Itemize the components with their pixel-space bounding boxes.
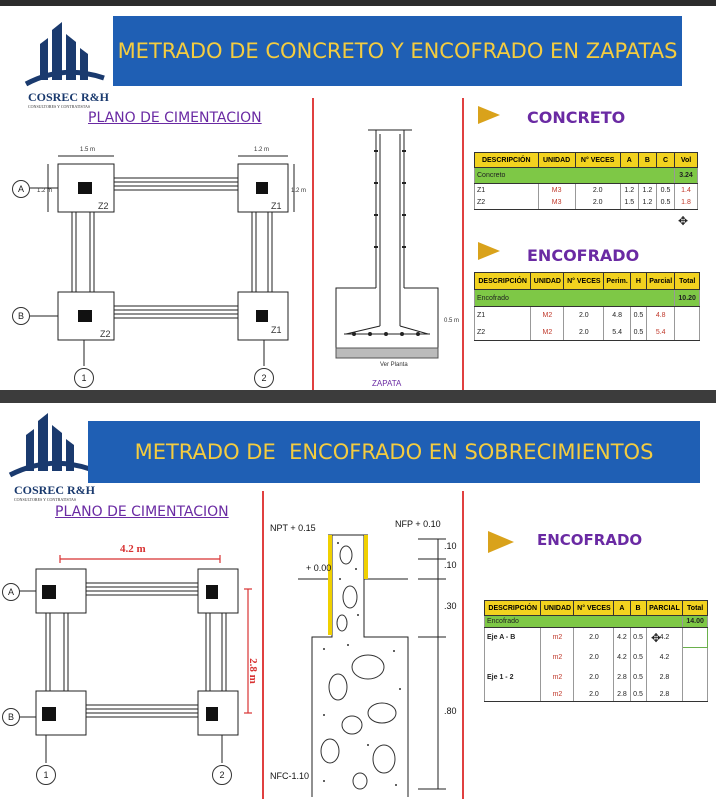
cell: 0.5 [630,668,646,688]
cursor-icon: ✥ [678,214,689,228]
cell[interactable] [683,628,708,648]
cell: 2.8 [646,688,683,702]
page-title: METRADO DE CONCRETO Y ENCOFRADO EN ZAPATAS [117,39,678,63]
cell: Z1 [475,307,531,325]
axis-bubble-col: 1 [36,765,56,785]
column-header: Parcial [647,273,675,290]
logo-subtitle: CONSULTORES Y CONTRATISTAS [14,497,77,502]
section-caption: ZAPATA [372,379,402,388]
cell: 0.5 [630,628,646,648]
dim-top-left: 1.5 m [80,147,96,153]
cell: 1.2 [638,197,656,210]
dim-right: 2.8 m [246,658,259,684]
cell [485,648,541,668]
column-header: A [614,601,630,616]
cell: Z2 [475,325,531,341]
company-logo [4,411,94,503]
column-header: DESCRIPCIÓN [475,153,539,168]
logo-subtitle: CONSULTORES Y CONTRATISTAS [28,104,91,109]
divider [462,491,464,799]
cell [485,688,541,702]
cell: 1.8 [675,197,698,210]
cell: 0.5 [656,197,674,210]
dim-top: 4.2 m [120,543,146,555]
cell: 4.2 [646,628,683,648]
column-header: H [630,273,646,290]
cell: Eje A - B [485,628,541,648]
concrete-table [474,152,698,210]
cell[interactable] [683,648,708,668]
cell: m2 [541,648,574,668]
plan-title: PLANO DE CIMENTACION [55,504,229,520]
cell: 2.8 [614,668,630,688]
axis-bubble-col: 1 [74,368,94,388]
cell: 2.0 [574,648,614,668]
page-title-banner [88,421,700,483]
cell: 1.2 [638,184,656,197]
formwork-heading: ENCOFRADO [537,531,643,549]
axis-bubble-row: A [12,180,30,198]
cell: Z2 [475,197,539,210]
divider [262,491,264,799]
cell: M2 [531,307,564,325]
cell: 5.4 [647,325,675,341]
footing-label: Z2 [98,201,109,211]
table-row [475,307,700,325]
cell: 1.4 [675,184,698,197]
cell[interactable] [675,307,700,325]
table-group-row [475,168,698,184]
column-header: A [620,153,638,168]
divider [462,98,464,390]
cell: 2.8 [646,668,683,688]
dim-left: 1.2 m [37,188,53,194]
page-title-banner [113,16,682,86]
table-row [485,648,708,668]
chevron-right-icon [478,106,500,124]
column-header: N° VECES [564,273,604,290]
cell: Z1 [475,184,539,197]
cell: 2.0 [575,197,620,210]
axis-bubble-col: 2 [254,368,274,388]
cell: 4.2 [614,648,630,668]
logo-name: COSREC R&H [28,90,110,104]
cell: m2 [541,628,574,648]
footing-label: Z2 [100,329,111,339]
plan-title: PLANO DE CIMENTACION [88,110,262,126]
cell: m2 [541,668,574,688]
nfc-label: NFC-1.10 [270,771,310,781]
table-row [485,668,708,688]
cell: 0.5 [630,688,646,702]
group-total: 3.24 [675,168,698,184]
cell: 4.8 [647,307,675,325]
cell: 0.5 [630,648,646,668]
group-total: 14.00 [683,616,708,628]
cell: 0.5 [630,307,646,325]
page-title: METRADO DE ENCOFRADO EN SOBRECIMIENTOS [134,440,654,464]
nfp-label: NFP + 0.10 [395,519,441,529]
cell: m2 [541,688,574,702]
company-logo [18,20,108,110]
foundation-plan-drawing [6,144,306,390]
cell[interactable] [683,668,708,688]
column-header: Total [683,601,708,616]
zero-level-label: + 0.00 [306,563,332,573]
building-logo-icon [4,411,94,483]
column-header: B [630,601,646,616]
table-row [475,325,700,341]
cell: 2.0 [574,668,614,688]
table-row [475,197,698,210]
cell: 2.0 [575,184,620,197]
cell: Eje 1 - 2 [485,668,541,688]
table-row [475,184,698,197]
slide-sobrecimientos [0,403,716,799]
table-row [485,628,708,648]
group-label: Encofrado [485,616,683,628]
cell: 4.2 [614,628,630,648]
column-header: B [638,153,656,168]
axis-bubble-row: B [12,307,30,325]
column-header: C [656,153,674,168]
table-group-row [475,290,700,307]
cell: M2 [531,325,564,341]
cell: 1.2 [620,184,638,197]
npt-label: NPT + 0.15 [270,523,316,533]
wall-footing-section-drawing [268,519,458,797]
chevron-right-icon [488,531,514,553]
column-header: DESCRIPCIÓN [475,273,531,290]
group-total: 10.20 [675,290,700,307]
column-header: Perim. [604,273,631,290]
formwork-table [484,600,708,702]
cursor-icon: ✥ [651,631,662,645]
section-dim: .30 [444,601,457,611]
cell[interactable] [683,688,708,702]
cell: M3 [538,184,575,197]
formwork-table [474,272,700,341]
chevron-right-icon [478,242,500,260]
column-header: UNIDAD [538,153,575,168]
building-logo-icon [18,20,108,92]
table-row [485,688,708,702]
cell: 2.0 [574,628,614,648]
cell: 2.0 [564,307,604,325]
cell: M3 [538,197,575,210]
footing-label: Z1 [271,325,282,335]
slide-zapatas [0,0,716,390]
cell: 2.8 [614,688,630,702]
column-header: PARCIAL [646,601,683,616]
group-label: Concreto [475,168,675,184]
column-header: DESCRIPCIÓN [485,601,541,616]
section-dim: .10 [444,541,457,551]
logo-name: COSREC R&H [14,483,96,497]
dim-top-right: 1.2 m [254,147,270,153]
axis-bubble-col: 2 [212,765,232,785]
section-dim: .10 [444,560,457,570]
cell: 2.0 [564,325,604,341]
column-header: N° VECES [575,153,620,168]
foundation-plan-drawing [0,541,262,797]
group-label: Encofrado [475,290,675,307]
section-dim: .80 [444,706,457,716]
cell[interactable] [675,325,700,341]
table-group-row [485,616,708,628]
axis-bubble-row: B [2,708,20,726]
column-header: UNIDAD [531,273,564,290]
cell: 2.0 [574,688,614,702]
cell: 4.2 [646,648,683,668]
cell: 0.5 [630,325,646,341]
formwork-heading: ENCOFRADO [527,246,640,265]
axis-bubble-row: A [2,583,20,601]
column-header: Vol [675,153,698,168]
section-base-label: Ver Planta [380,362,408,368]
dim-right: 1.2 m [291,188,307,194]
footing-label: Z1 [271,201,282,211]
divider [312,98,314,390]
column-header: Total [675,273,700,290]
footing-section-drawing [324,122,460,368]
cell: 0.5 [656,184,674,197]
cell: 5.4 [604,325,631,341]
column-header: UNIDAD [541,601,574,616]
concrete-heading: CONCRETO [527,108,626,127]
cell: 1.5 [620,197,638,210]
column-header: N° VECES [574,601,614,616]
cell: 4.8 [604,307,631,325]
section-dim: 0.5 m [444,318,460,324]
